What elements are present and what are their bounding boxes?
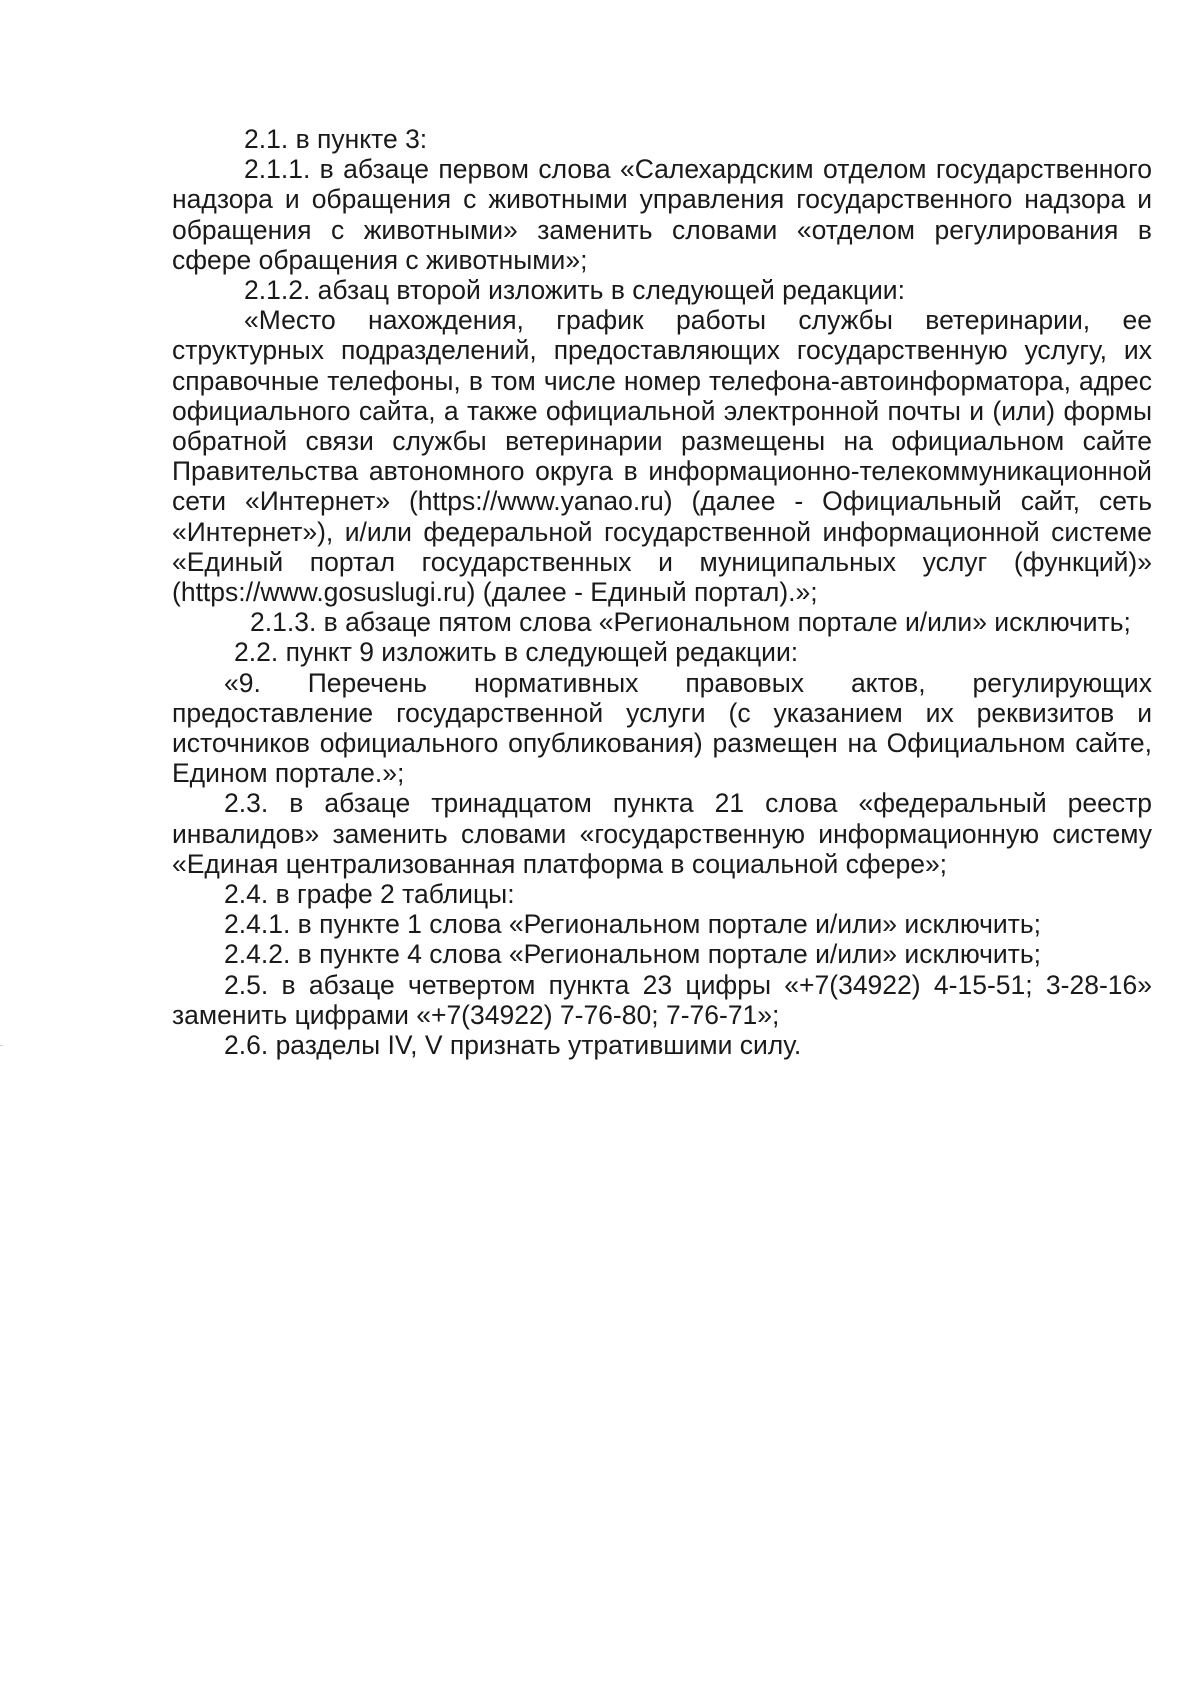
paragraph-2-6: 2.6. разделы IV, V признать утратившими силу. — [224, 1030, 802, 1061]
paragraph-2-1-3: 2.1.3. в абзаце пятом слова «Региональном портале и/или» исключить; — [250, 607, 1131, 638]
paragraph-2-4: 2.4. в графе 2 таблицы: — [224, 879, 515, 910]
paragraph-2-5: 2.5. в абзаце четвертом пункта 23 цифры «+7(34922) 4-15-51; 3-28-16» заменить цифрами «+7(34922) 7-76-80; 7-76-71»; — [172, 969, 1152, 1030]
paragraph-2-1-1: 2.1.1. в абзаце первом слова «Салехардским отделом государственного надзора и обращения с животными управления государственного надзора и обращения с животными» заменить словами «отделом регулирования в сфере обращения с животными»; — [172, 154, 1152, 275]
scan-artifact-mark — [0, 1045, 3, 1046]
paragraph-2-4-1: 2.4.1. в пункте 1 слова «Региональном портале и/или» исключить; — [224, 909, 1042, 940]
paragraph-2-4-2: 2.4.2. в пункте 4 слова «Региональном портале и/или» исключить; — [224, 939, 1042, 970]
paragraph-quote-location: «Место нахождения, график работы службы ветеринарии, ее структурных подразделений, предоставляющих государственную услугу, их справочные телефоны, в том числе номер телефона-автоинформатора, адрес официального сайта, а также официальной электронной почты и (или) формы обратной связи службы ветеринарии размещены на официальном сайте Правительства автономного округа в информационно-телекоммуникационной сети «Интернет» (https://www.yanao.ru) (далее - Официальный сайт, сеть «Интернет»), и/или федеральной государственной информационной системе «Единый портал государственных и муниципальных услуг (функций)» (https://www.gosuslugi.ru) (далее - Единый портал).»; — [172, 305, 1152, 608]
document-body — [172, 124, 1152, 1060]
paragraph-2-3: 2.3. в абзаце тринадцатом пункта 21 слова «федеральный реестр инвалидов» заменить словами «государственную информационную систему «Единая централизованная платформа в социальной сфере»; — [172, 788, 1152, 879]
paragraph-2-1: 2.1. в пункте 3: — [244, 124, 428, 154]
paragraph-2-1-2: 2.1.2. абзац второй изложить в следующей редакции: — [244, 275, 905, 306]
paragraph-2-2: 2.2. пункт 9 изложить в следующей редакции: — [234, 637, 799, 668]
paragraph-quote-item-9: «9. Перечень нормативных правовых актов, регулирующих предоставление государственной услуги (с указанием их реквизитов и источников официального опубликования) размещен на Официальном сайте, Едином портале.»; — [172, 667, 1152, 789]
